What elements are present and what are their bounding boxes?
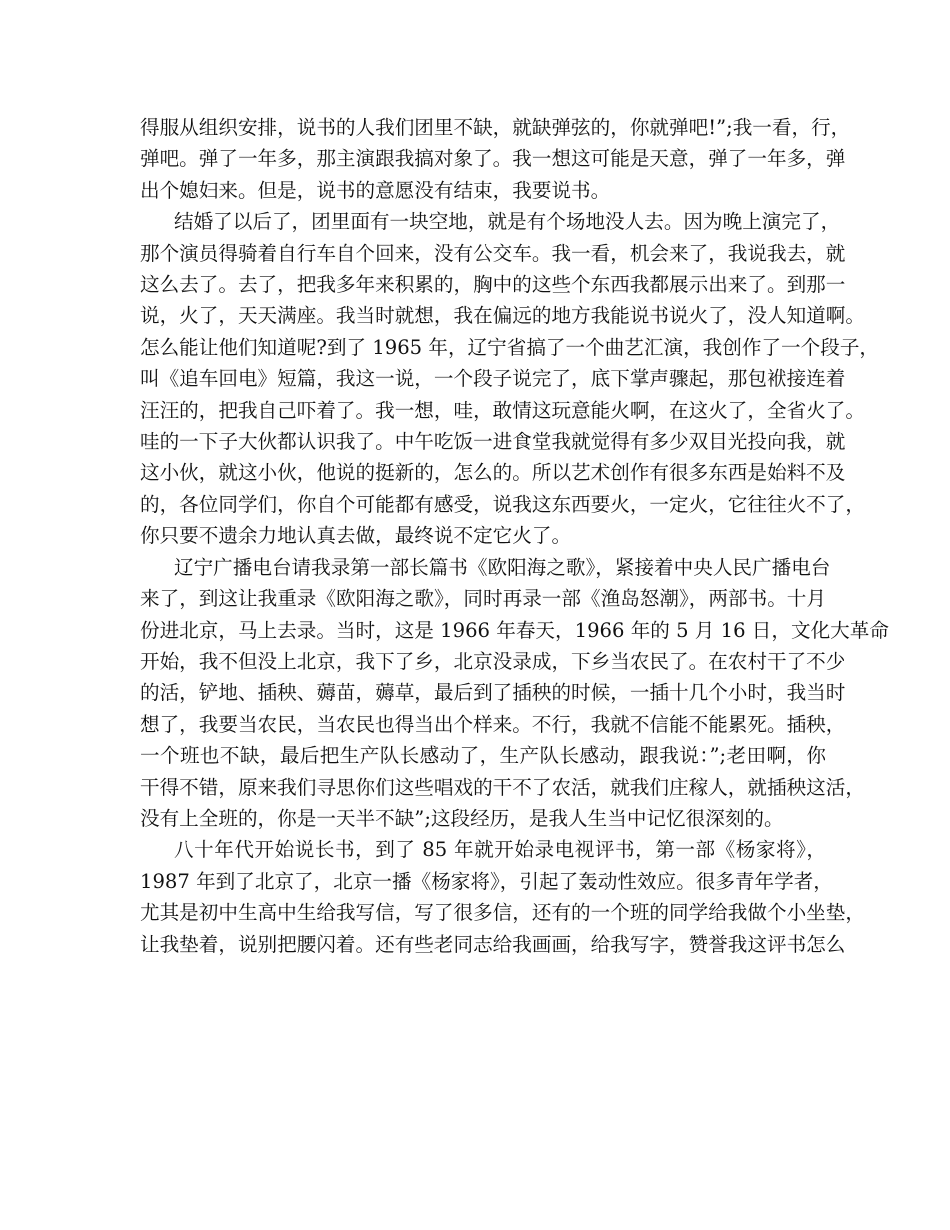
document-page <box>140 112 889 960</box>
paragraph <box>140 112 851 206</box>
text-line: 开始，我不但没上北京，我下了乡，北京没录成，下乡当农民了。在农村干了不少 <box>140 649 846 673</box>
text-line: 的活，铲地、插秧、薅苗，薅草，最后到了插秧的时候，一插十几个小时，我当时 <box>140 681 846 705</box>
text-line: 份进北京，马上去录。当时，这是 1966 年春天，1966 年的 5 月 16 日，文化大革命 <box>140 618 889 642</box>
text-line: 一个班也不缺，最后把生产队长感动了，生产队长感动，跟我说：”;老田啊，你 <box>140 744 826 768</box>
text-line: 出个媳妇来。但是，说书的意愿没有结束，我要说书。 <box>140 178 611 202</box>
text-line: 这么去了。去了，把我多年来积累的，胸中的这些个东西我都展示出来了。到那一 <box>140 273 846 297</box>
text-line: 说，火了，天天满座。我当时就想，我在偏远的地方我能说书说火了，没人知道啊。 <box>140 304 865 328</box>
text-line: 得服从组织安排，说书的人我们团里不缺，就缺弹弦的，你就弹吧!”;我一看，行， <box>140 116 851 139</box>
text-line: 那个演员得骑着自行车自个回来，没有公交车。我一看，机会来了，我说我去，就 <box>140 241 846 265</box>
text-line: 让我垫着，说别把腰闪着。还有些老同志给我画画，给我写字，赞誉我这评书怎么 <box>140 932 846 956</box>
text-line: 八十年代开始说长书，到了 85 年就开始录电视评书，第一部《杨家将》， <box>174 838 826 862</box>
text-line: 想了，我要当农民，当农民也得当出个样来。不行，我就不信能不能累死。插秧， <box>140 712 846 736</box>
text-line: 哇的一下子大伙都认识我了。中午吃饭一进食堂我就觉得有多少双目光投向我，就 <box>140 430 846 454</box>
text-line: 结婚了以后了，团里面有一块空地，就是有个场地没人去。因为晚上演完了， <box>174 210 841 234</box>
paragraph <box>140 834 865 960</box>
text-line: 你只要不遗余力地认真去做，最终说不定它火了。 <box>140 524 572 548</box>
text-line: 干得不错，原来我们寻思你们这些唱戏的干不了农活，就我们庄稼人，就插秧这活， <box>140 775 865 799</box>
text-line: 辽宁广播电台请我录第一部长篇书《欧阳海之歌》，紧接着中央人民广播电台 <box>174 555 831 579</box>
text-line: 尤其是初中生高中生给我写信，写了很多信，还有的一个班的同学给我做个小坐垫， <box>140 901 865 925</box>
text-line: 怎么能让他们知道呢?到了 1965 年，辽宁省搞了一个曲艺汇演，我创作了一个段子， <box>140 335 880 359</box>
text-line: 1987 年到了北京了，北京一播《杨家将》，引起了轰动性效应。很多青年学者， <box>140 869 833 893</box>
text-line: 来了，到这让我重录《欧阳海之歌》，同时再录一部《渔岛怒潮》，两部书。十月 <box>140 587 826 611</box>
text-line: 汪汪的，把我自己吓着了。我一想，哇，敢情这玩意能火啊，在这火了，全省火了。 <box>140 398 865 422</box>
text-line: 叫《追车回电》短篇，我这一说，一个段子说完了，底下掌声骤起，那包袱接连着 <box>140 367 846 391</box>
paragraph <box>140 552 889 835</box>
text-line: 弹吧。弹了一年多，那主演跟我搞对象了。我一想这可能是天意，弹了一年多，弹 <box>140 147 846 171</box>
paragraph <box>140 206 880 551</box>
text-line: 这小伙，就这小伙，他说的挺新的，怎么的。所以艺术创作有很多东西是始料不及 <box>140 461 846 485</box>
text-line: 没有上全班的，你是一天半不缺”;这段经历，是我人生当中记忆很深刻的。 <box>140 806 784 830</box>
text-line: 的，各位同学们，你自个可能都有感受，说我这东西要火，一定火，它往往火不了， <box>140 492 865 516</box>
